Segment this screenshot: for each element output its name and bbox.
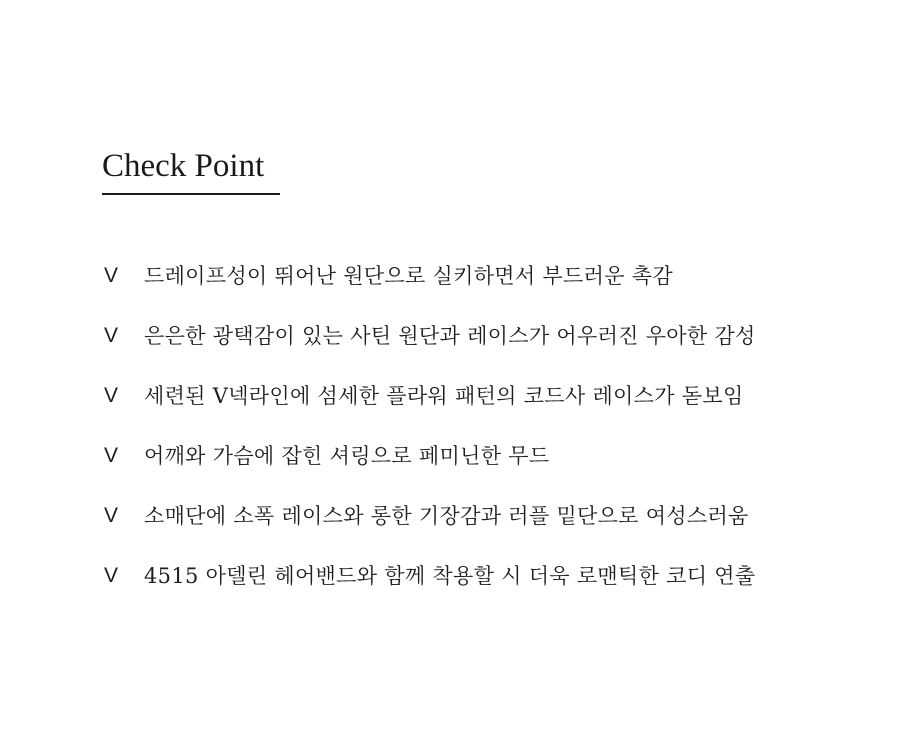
check-mark-icon: V bbox=[104, 504, 119, 527]
page-title: Check Point bbox=[102, 148, 265, 184]
title-underline bbox=[102, 193, 280, 195]
check-mark-icon: V bbox=[104, 564, 119, 587]
point-text: 드레이프성이 뛰어난 원단으로 실키하면서 부드러운 촉감 bbox=[144, 264, 673, 288]
check-mark-icon: V bbox=[104, 384, 119, 407]
check-point-header bbox=[102, 146, 280, 186]
point-text: 소매단에 소폭 레이스와 롱한 기장감과 러플 밑단으로 여성스러움 bbox=[144, 504, 749, 528]
check-mark-icon: V bbox=[104, 264, 119, 287]
point-text: 어깨와 가슴에 잡힌 셔링으로 페미닌한 무드 bbox=[144, 444, 550, 468]
point-text: 은은한 광택감이 있는 사틴 원단과 레이스가 어우러진 우아한 감성 bbox=[144, 324, 756, 348]
check-mark-icon: V bbox=[104, 324, 119, 347]
point-text: 4515 아델린 헤어밴드와 함께 착용할 시 더욱 로맨틱한 코디 연출 bbox=[144, 564, 756, 588]
check-mark-icon: V bbox=[104, 444, 119, 467]
point-text: 세련된 V넥라인에 섬세한 플라워 패턴의 코드사 레이스가 돋보임 bbox=[144, 384, 744, 408]
